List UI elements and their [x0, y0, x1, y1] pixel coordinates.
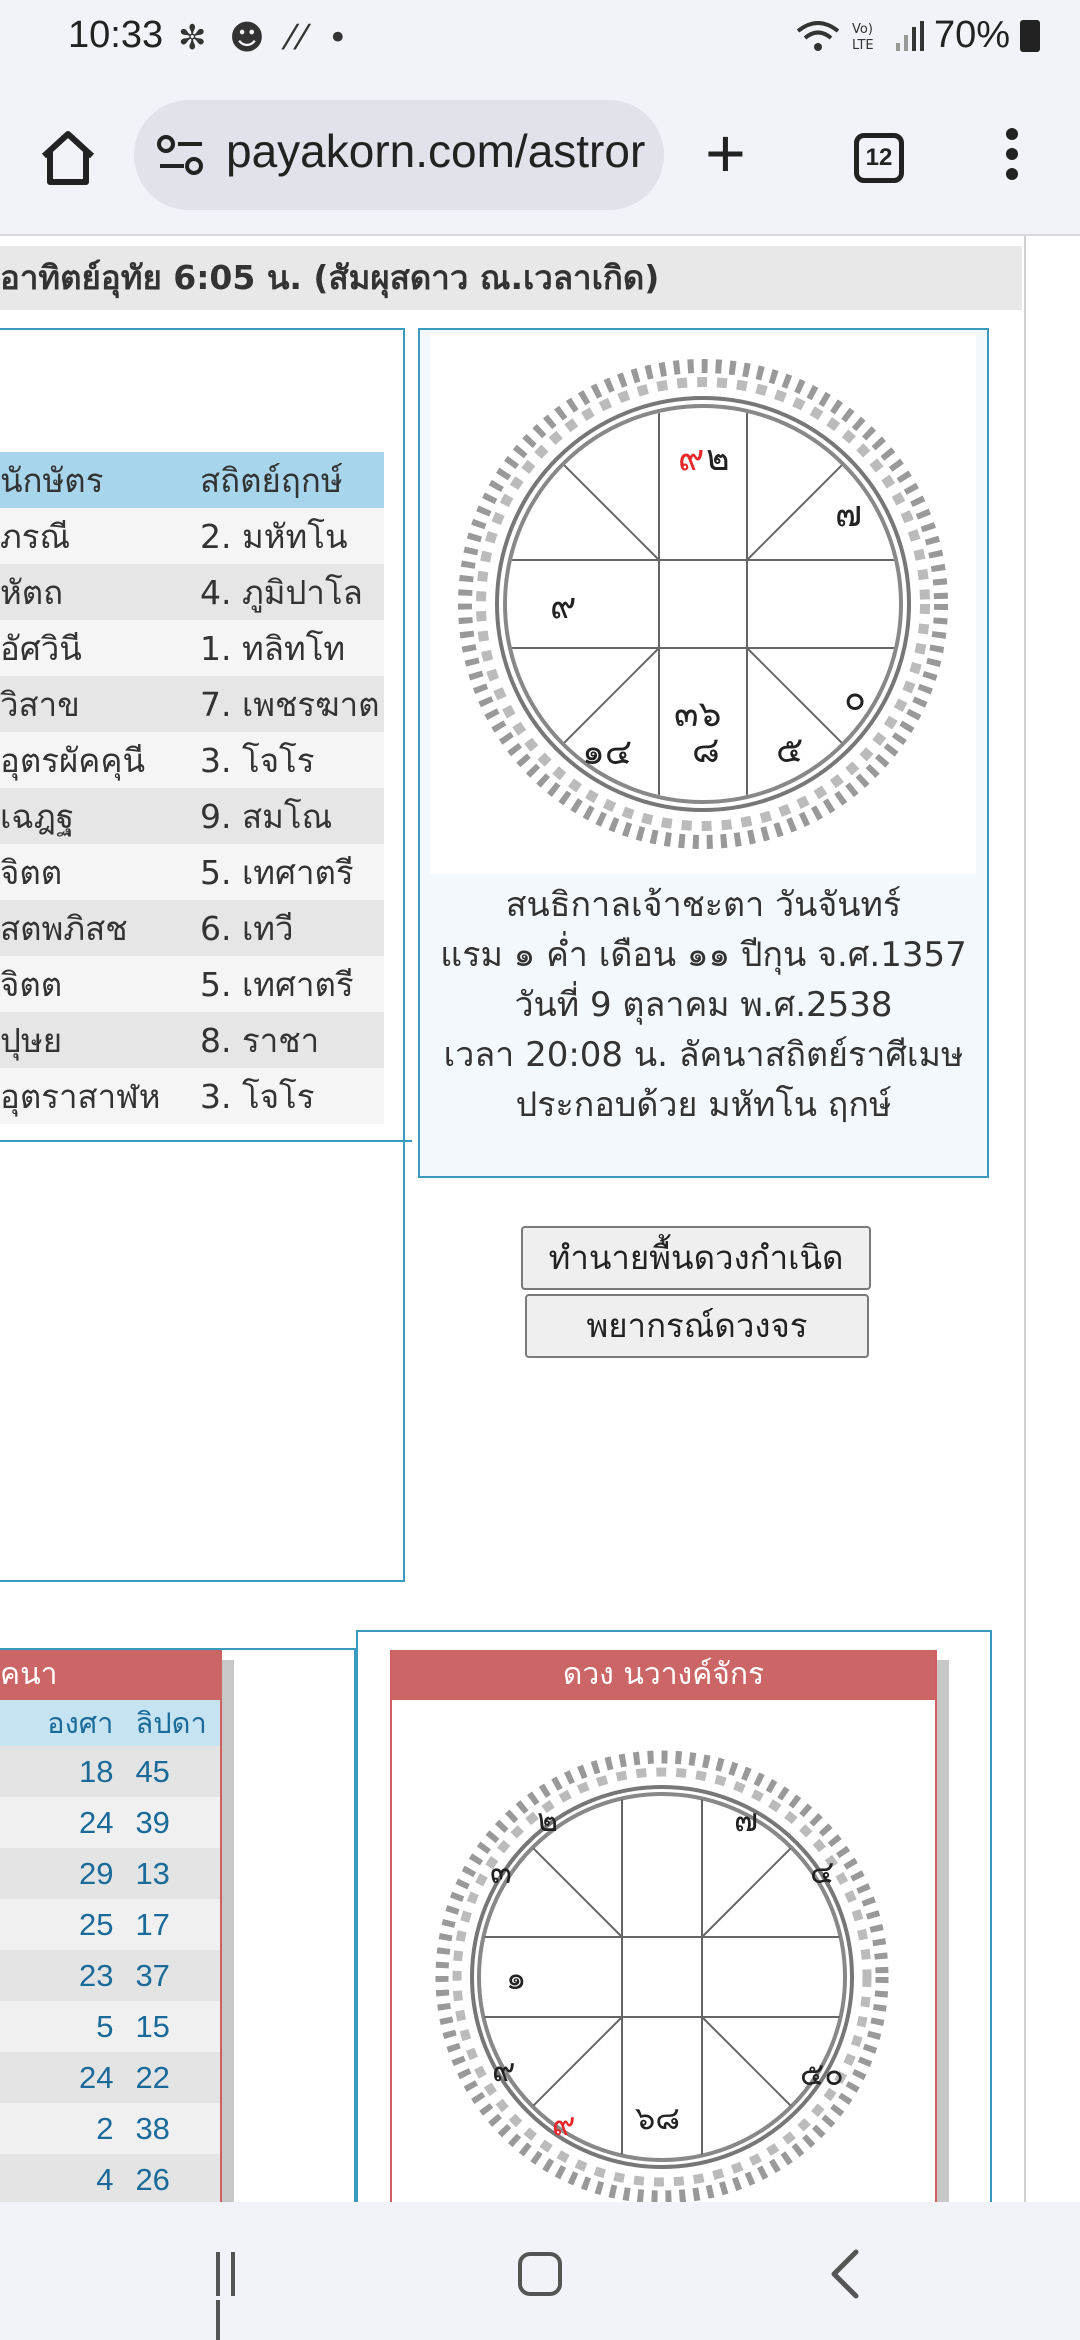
cell-reuk: 1. ทลิทโท	[186, 620, 384, 676]
table-row	[0, 1797, 220, 1848]
table-row	[0, 508, 384, 564]
table-row	[0, 1746, 220, 1797]
cell-minute: 38	[123, 2103, 220, 2154]
system-navigation-bar	[0, 2202, 1080, 2340]
cell-nakshatra: ปุษย	[0, 1012, 186, 1068]
home-button[interactable]	[518, 2252, 562, 2296]
navamsa-glyph: ๑	[506, 1959, 527, 1997]
volte-icon	[850, 19, 884, 53]
cell-reuk: 5. เทศาตรี	[186, 956, 384, 1012]
cell-reuk: 8. ราชา	[186, 1012, 384, 1068]
status-right	[796, 14, 1040, 57]
cell-minute: 13	[123, 1848, 220, 1899]
web-page	[0, 236, 1080, 2202]
overflow-menu-icon[interactable]	[1000, 128, 1024, 188]
column-header: นักษัตร	[0, 452, 186, 508]
table-row	[0, 732, 384, 788]
table-header-row	[0, 452, 384, 508]
column-header: ลิปดา	[123, 1700, 220, 1746]
cell-nakshatra: จิตต	[0, 844, 186, 900]
cell-nakshatra: หัตถ	[0, 564, 186, 620]
table-row	[0, 1068, 384, 1124]
navamsa-glyph: ๙	[492, 2051, 516, 2089]
table-row	[0, 2154, 220, 2202]
cell-reuk: 7. เพชรฆาต	[186, 676, 384, 732]
cell-degree: 18	[0, 1746, 123, 1797]
table-row	[0, 2103, 220, 2154]
cell-degree: 24	[0, 2052, 123, 2103]
birth-glyph: ๓๖	[674, 694, 722, 735]
lagna-card	[0, 1650, 222, 2202]
cell-minute: 22	[123, 2052, 220, 2103]
navamsa-glyph: ๕๐	[800, 2055, 844, 2093]
navamsa-chart-wheel	[422, 1705, 902, 2202]
cell-degree: 5	[0, 2001, 123, 2052]
cell-reuk: 9. สมโณ	[186, 788, 384, 844]
info-line: วันที่ 9 ตุลาคม พ.ศ.2538	[514, 985, 893, 1025]
status-time: 10:33	[68, 14, 164, 56]
cell-nakshatra: จิตต	[0, 956, 186, 1012]
cell-nakshatra: ภรณี	[0, 508, 186, 564]
nakshatra-table	[0, 452, 384, 1124]
info-line: เวลา 20:08 น. ลัคนาสถิตย์ราศีเมษ	[443, 1035, 964, 1075]
signal-icon	[894, 19, 924, 53]
birth-chart-panel	[418, 328, 989, 1178]
card-shadow	[222, 1660, 234, 2202]
forecast-button[interactable]: พยากรณ์ดวงจร	[525, 1294, 869, 1358]
tab-switcher-button[interactable]: 12	[854, 133, 904, 183]
column-header: องศา	[0, 1700, 123, 1746]
back-icon[interactable]	[826, 2248, 866, 2300]
birth-glyph: ๕	[776, 730, 804, 771]
birth-glyph: ๐	[844, 678, 866, 719]
table-row	[0, 788, 384, 844]
table-row	[0, 900, 384, 956]
navamsa-glyph: ๓	[490, 1853, 512, 1891]
wifi-icon	[796, 19, 840, 53]
birth-chart-wheel	[430, 334, 976, 874]
table-row	[0, 2052, 220, 2103]
svg-text:Vo): Vo)	[851, 21, 873, 37]
cell-minute: 15	[123, 2001, 220, 2052]
lagna-title: คนา	[0, 1650, 222, 1700]
cell-nakshatra: อัศวินี	[0, 620, 186, 676]
cell-nakshatra: อุตรผัคคุนี	[0, 732, 186, 788]
status-bar	[0, 0, 1080, 80]
navamsa-title: ดวง นวางค์จักร	[392, 1650, 935, 1700]
cell-degree: 4	[0, 2154, 123, 2202]
site-settings-icon[interactable]	[156, 132, 206, 178]
cell-nakshatra: อุตราสาฬห	[0, 1068, 186, 1124]
cell-degree: 29	[0, 1848, 123, 1899]
recent-apps-button[interactable]	[216, 2252, 260, 2296]
table-row	[0, 1899, 220, 1950]
birth-info	[420, 880, 987, 1130]
cell-minute: 39	[123, 1797, 220, 1848]
card-shadow	[937, 1660, 949, 2202]
cell-reuk: 5. เทศาตรี	[186, 844, 384, 900]
cell-reuk: 4. ภูมิปาโล	[186, 564, 384, 620]
notification-icons: ✼ ☻ ⁄⁄ •	[178, 18, 354, 58]
birth-glyph: ๙	[550, 586, 577, 627]
navamsa-glyph: ๔	[810, 1853, 835, 1891]
cell-nakshatra: วิสาข	[0, 676, 186, 732]
navamsa-glyph: ๒	[537, 1801, 559, 1839]
navamsa-glyph: ๗	[734, 1801, 759, 1839]
table-row	[0, 844, 384, 900]
page-scrollbar[interactable]	[1024, 236, 1026, 2202]
info-line: สนธิกาลเจ้าชะตา วันจันทร์	[505, 885, 902, 925]
table-row	[0, 1848, 220, 1899]
table-row	[0, 1950, 220, 2001]
battery-icon	[1020, 20, 1040, 52]
svg-text:LTE: LTE	[851, 37, 874, 53]
cell-degree: 23	[0, 1950, 123, 2001]
table-row	[0, 2001, 220, 2052]
birth-glyph: ๘	[692, 730, 720, 771]
new-tab-button[interactable]: +	[705, 114, 746, 192]
cell-minute: 17	[123, 1899, 220, 1950]
home-icon[interactable]	[36, 126, 100, 190]
sunrise-header: อาทิตย์อุทัย 6:05 น. (สัมผุสดาว ณ.เวลาเกิด)	[0, 246, 1022, 310]
birth-glyph: ๙	[678, 438, 705, 479]
cell-reuk: 2. มหัทโน	[186, 508, 384, 564]
browser-toolbar	[0, 80, 1080, 236]
column-header: สถิตย์ฤกษ์	[186, 452, 384, 508]
cell-nakshatra: เฉฎฐ	[0, 788, 186, 844]
navamsa-glyph: ๙	[552, 2105, 576, 2143]
degree-table	[0, 1700, 220, 2202]
battery-percent: 70%	[933, 14, 1010, 56]
info-line: ประกอบด้วย มหัทโน ฤกษ์	[515, 1085, 892, 1125]
cell-reuk: 3. โจโร	[186, 1068, 384, 1124]
table-row	[0, 676, 384, 732]
address-bar[interactable]	[134, 100, 664, 210]
table-row	[0, 564, 384, 620]
birth-glyph: ๑๔	[582, 732, 633, 773]
birth-glyph: ๒	[706, 438, 730, 479]
cell-minute: 45	[123, 1746, 220, 1797]
table-row	[0, 620, 384, 676]
table-row	[0, 956, 384, 1012]
birth-glyph: ๗	[835, 494, 863, 535]
navamsa-glyph: ๖๘	[635, 2099, 680, 2137]
predict-birth-button[interactable]: ทำนายพื้นดวงกำเนิด	[521, 1226, 871, 1290]
birth-chart	[430, 334, 976, 874]
cell-reuk: 6. เทวี	[186, 900, 384, 956]
cell-minute: 26	[123, 2154, 220, 2202]
table-row	[0, 1012, 384, 1068]
cell-degree: 2	[0, 2103, 123, 2154]
cell-degree: 24	[0, 1797, 123, 1848]
cell-reuk: 3. โจโร	[186, 732, 384, 788]
table-header-row	[0, 1700, 220, 1746]
info-line: แรม ๑ ค่ำ เดือน ๑๑ ปีกุน จ.ศ.1357	[440, 935, 967, 975]
divider	[0, 1140, 412, 1142]
navamsa-card	[390, 1650, 937, 2202]
cell-degree: 25	[0, 1899, 123, 1950]
cell-minute: 37	[123, 1950, 220, 2001]
url-text[interactable]: payakorn.com/astror	[226, 125, 646, 177]
cell-nakshatra: สตพภิสช	[0, 900, 186, 956]
